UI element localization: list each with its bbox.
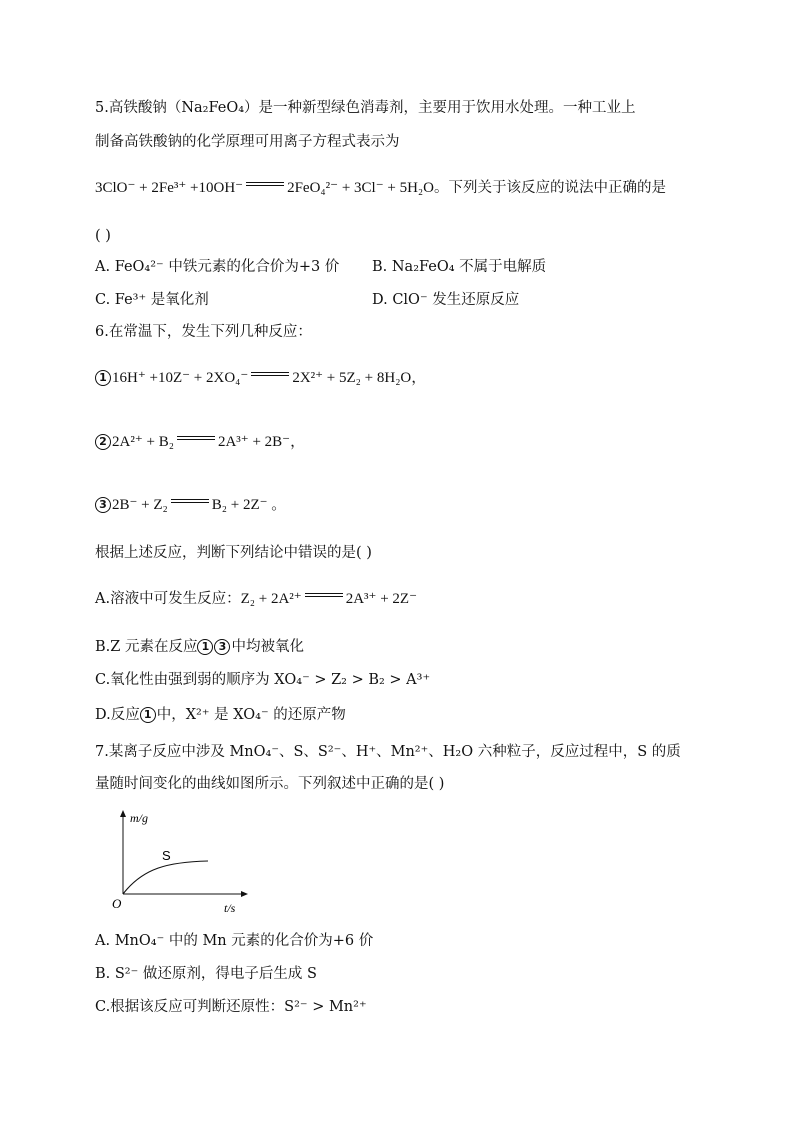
equals-sign	[177, 435, 215, 443]
equals-sign	[305, 592, 343, 600]
q6-option-c: C.氧化性由强到弱的顺序为 XO₄⁻ > Z₂ > B₂ > A³⁺	[95, 672, 431, 688]
q5-equation	[95, 178, 666, 198]
q6-d-suffix: 中，X²⁺ 是 XO₄⁻ 的还原产物	[156, 707, 346, 723]
q5-stem-line2: 制备高铁酸钠的化学原理可用离子方程式表示为	[95, 134, 400, 150]
r3-left: 2B⁻ + Z₂	[112, 497, 168, 513]
equals-sign	[246, 181, 284, 189]
x-axis-label: t/s	[224, 901, 236, 915]
circled-number-1: 1	[95, 370, 111, 386]
equals-sign	[171, 498, 209, 506]
q7-option-a: A. MnO₄⁻ 中的 Mn 元素的化合价为+6 价	[95, 933, 374, 949]
r2-left: 2A²⁺ + B₂	[112, 434, 174, 450]
q5-eq-right: 2FeO₄²⁻ + 3Cl⁻ + 5H₂O	[287, 180, 434, 196]
r1-left: 16H⁺ +10Z⁻ + 2XO₄⁻	[112, 370, 249, 386]
q6-d-prefix: D.反应	[95, 707, 140, 723]
q6-a-prefix: A.溶液中可发生反应：	[95, 591, 241, 607]
q5-option-b: B. Na₂FeO₄ 不属于电解质	[372, 259, 547, 275]
q7-option-b: B. S²⁻ 做还原剂，得电子后生成 S	[95, 966, 317, 982]
r2-right: 2A³⁺ + 2B⁻，	[217, 434, 306, 450]
q6-a-right: 2A³⁺ + 2Z⁻	[345, 591, 417, 607]
q7-stem-line1: 7.某离子反应中涉及 MnO₄⁻、S、S²⁻、H⁺、Mn²⁺、H₂O 六种粒子，反应过程中，S 的质	[95, 744, 681, 760]
mass-time-graph	[108, 808, 258, 918]
q5-eq-tail: 。下列关于该反应的说法中正确的是	[433, 180, 666, 196]
q6-stem: 6.在常温下，发生下列几种反应：	[95, 324, 312, 340]
q6-a-left: Z₂ + 2A²⁺	[240, 591, 302, 607]
q6-b-suffix: 中均被氧化	[231, 639, 304, 655]
circled-number-3: 3	[214, 639, 230, 655]
r3-right: B₂ + 2Z⁻ 。	[211, 497, 287, 513]
circled-number-2: 2	[95, 434, 111, 450]
y-axis-label: m/g	[130, 811, 148, 825]
q6-reaction-1	[95, 368, 426, 388]
q6-question: 根据上述反应，判断下列结论中错误的是( )	[95, 545, 372, 561]
circled-number-1: 1	[197, 639, 213, 655]
q6-reaction-3	[95, 495, 286, 515]
q6-reaction-2	[95, 432, 305, 452]
curve-label: S	[162, 848, 171, 863]
q5-paren: ( )	[95, 228, 111, 244]
q5-stem-line1: 5.高铁酸钠（Na₂FeO₄）是一种新型绿色消毒剂，主要用于饮用水处理。一种工业上	[95, 100, 636, 116]
q5-option-d: D. ClO⁻ 发生还原反应	[372, 292, 520, 308]
q7-stem-line2: 量随时间变化的曲线如图所示。下列叙述中正确的是( )	[95, 776, 445, 792]
q5-option-c: C. Fe³⁺ 是氧化剂	[95, 292, 209, 308]
y-axis-arrow	[120, 810, 126, 817]
q6-b-prefix: B.Z 元素在反应	[95, 639, 198, 655]
equals-sign	[251, 371, 289, 379]
q7-option-c: C.根据该反应可判断还原性：S²⁻ > Mn²⁺	[95, 999, 367, 1015]
x-axis-arrow	[241, 891, 248, 897]
r1-right: 2X²⁺ + 5Z₂ + 8H₂O，	[292, 370, 427, 386]
origin-label: O	[112, 896, 122, 911]
s-mass-curve	[123, 861, 208, 894]
q5-option-a: A. FeO₄²⁻ 中铁元素的化合价为+3 价	[95, 259, 340, 275]
q5-eq-left: 3ClO⁻ + 2Fe³⁺ +10OH⁻	[95, 180, 244, 196]
q6-option-d	[95, 705, 346, 725]
q6-option-b	[95, 637, 304, 657]
q6-option-a	[95, 589, 417, 609]
circled-number-3: 3	[95, 497, 111, 513]
circled-number-1: 1	[140, 707, 156, 723]
